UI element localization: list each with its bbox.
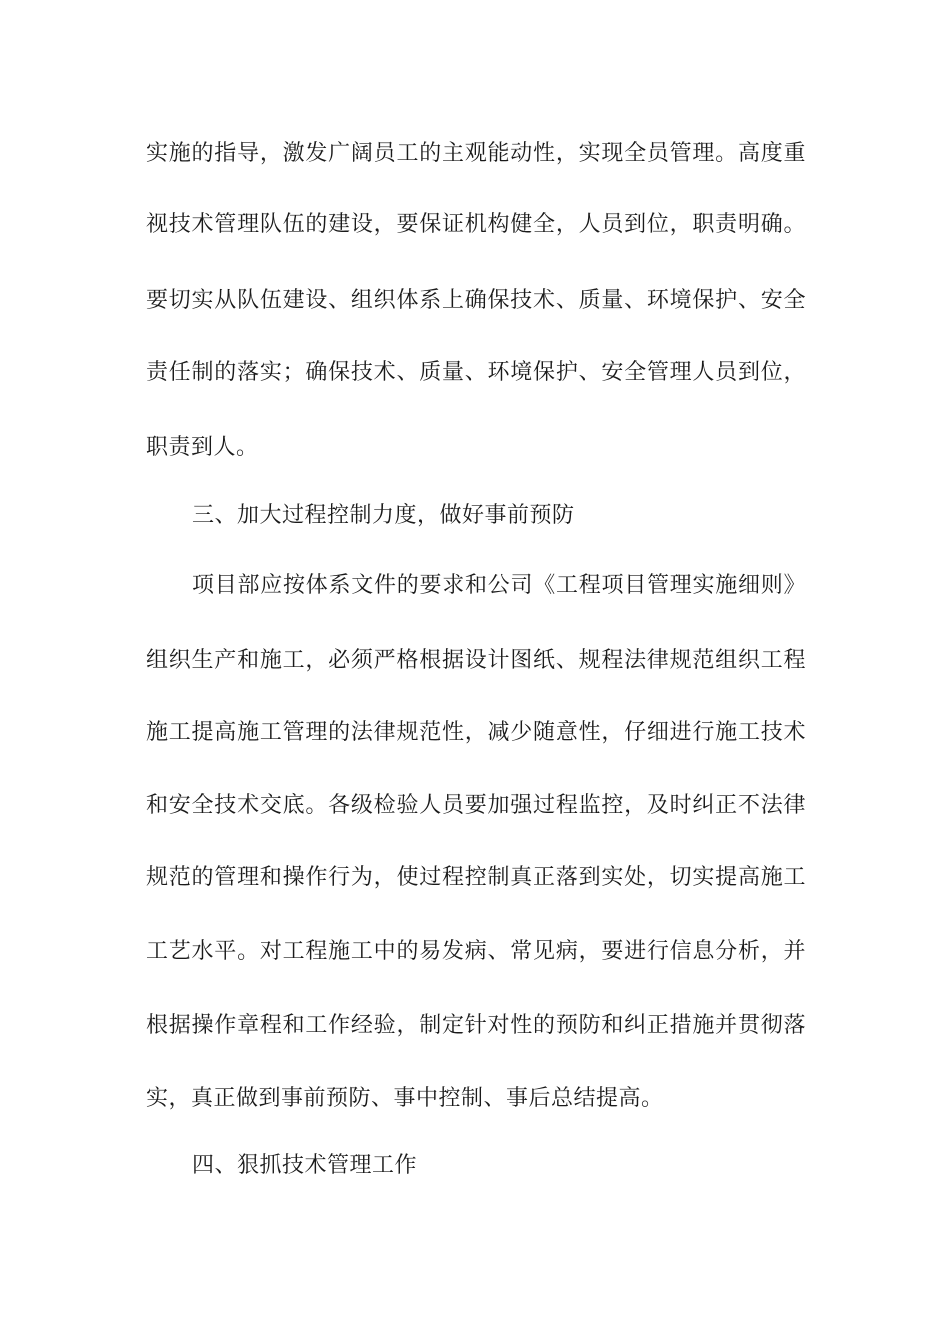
section-heading: 三、加大过程控制力度，做好事前预防 [192, 503, 575, 528]
body-text-line: 实，真正做到事前预防、事中控制、事后总结提高。 [146, 1086, 664, 1111]
body-text-line: 组织生产和施工，必须严格根据设计图纸、规程法律规范组织工程 [146, 648, 806, 673]
body-text-line: 项目部应按体系文件的要求和公司《工程项目管理实施细则》 [192, 573, 806, 598]
body-text-line: 和安全技术交底。各级检验人员要加强过程监控，及时纠正不法律 [146, 793, 806, 818]
body-text-line: 职责到人。 [146, 435, 259, 460]
body-text-line: 规范的管理和操作行为，使过程控制真正落到实处，切实提高施工 [146, 865, 806, 890]
body-text-line: 视技术管理队伍的建设，要保证机构健全，人员到位，职责明确。 [146, 212, 806, 237]
body-text-line: 施工提高施工管理的法律规范性，减少随意性，仔细进行施工技术 [146, 720, 806, 745]
body-text-line: 实施的指导，激发广阔员工的主观能动性，实现全员管理。高度重 [146, 141, 806, 166]
section-heading: 四、狠抓技术管理工作 [192, 1153, 418, 1178]
body-text-line: 根据操作章程和工作经验，制定针对性的预防和纠正措施并贯彻落 [146, 1013, 806, 1038]
body-text-line: 责任制的落实；确保技术、质量、环境保护、安全管理人员到位， [146, 360, 806, 385]
body-text-line: 要切实从队伍建设、组织体系上确保技术、质量、环境保护、安全 [146, 288, 806, 313]
body-text-line: 工艺水平。对工程施工中的易发病、常见病，要进行信息分析，并 [146, 939, 806, 964]
